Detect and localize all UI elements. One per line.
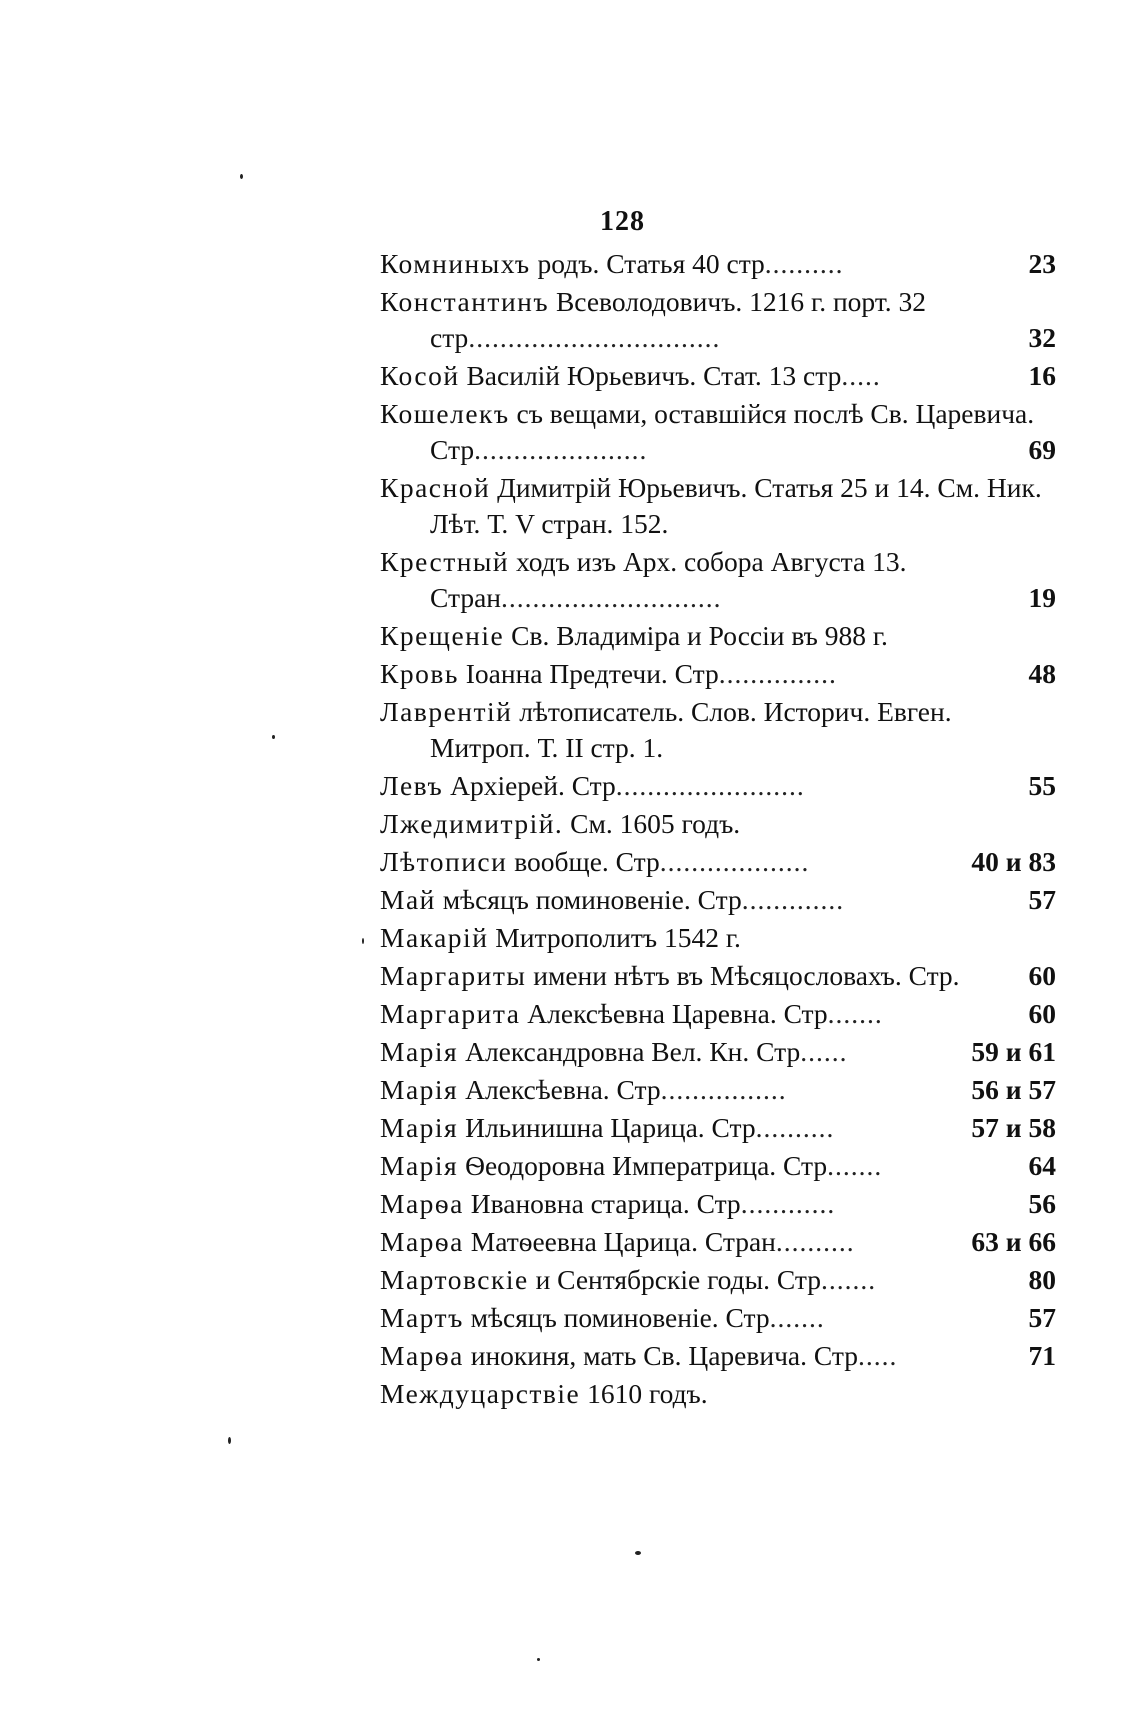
index-entry bbox=[380, 1110, 1056, 1146]
leader-dots: ....... bbox=[827, 1150, 883, 1181]
page-number: 128 bbox=[600, 206, 645, 237]
leader-dots: ....... bbox=[820, 1264, 877, 1295]
leader-dots: .......... bbox=[775, 1226, 855, 1257]
entry-page-ref: 19 bbox=[1028, 582, 1056, 613]
index-entry bbox=[380, 1186, 1056, 1222]
entry-text: Алексѣевна. Стр bbox=[458, 1074, 661, 1105]
entry-text: Митрополитъ 1542 г. bbox=[488, 922, 741, 953]
entry-page-ref: 48 bbox=[1028, 658, 1056, 689]
index-entry bbox=[380, 1338, 1056, 1374]
index-entry bbox=[380, 694, 1056, 766]
entry-text: Св. Владиміра и Россіи въ 988 г. bbox=[504, 620, 888, 651]
scan-speck bbox=[240, 174, 243, 179]
index-entry bbox=[380, 844, 1056, 880]
index-entry bbox=[380, 1034, 1056, 1070]
index-entry bbox=[380, 806, 1056, 842]
leader-dots: .......... bbox=[755, 1112, 835, 1143]
entry-headword: Марѳа bbox=[380, 1226, 464, 1257]
leader-dots: ....... bbox=[769, 1302, 825, 1333]
leader-dots: ................ bbox=[660, 1074, 787, 1105]
index-entry bbox=[380, 1224, 1056, 1260]
scan-speck bbox=[272, 735, 275, 739]
entry-headword: Макарій bbox=[380, 922, 489, 953]
index-entry bbox=[380, 618, 1056, 654]
leader-dots: .......... bbox=[764, 248, 844, 279]
entry-page-ref: 57 bbox=[1028, 884, 1056, 915]
entry-page-ref: 60 bbox=[1028, 998, 1056, 1029]
entry-text: Ѳеодоровна Императрица. Стр bbox=[458, 1150, 828, 1181]
leader-dots: ............ bbox=[740, 1188, 836, 1219]
entry-text: Ильинишна Царица. Стр bbox=[458, 1112, 756, 1143]
entry-text: Всеволодовичъ. 1216 г. порт. 32 стр bbox=[430, 286, 927, 353]
leader-dots: ............. bbox=[741, 884, 845, 915]
index-entry bbox=[380, 470, 1056, 542]
entry-page-ref: 57 и 58 bbox=[971, 1112, 1056, 1143]
index-entry bbox=[380, 1148, 1056, 1184]
entry-page-ref: 40 и 83 bbox=[971, 846, 1056, 877]
index-entry bbox=[380, 544, 1056, 616]
index-entry bbox=[380, 958, 1056, 994]
entry-text: 1610 годъ. bbox=[580, 1378, 708, 1409]
entry-page-ref: 59 и 61 bbox=[971, 1036, 1056, 1067]
entry-headword: Кошелекъ bbox=[380, 398, 510, 429]
entry-text: родъ. Статья 40 стр bbox=[530, 248, 765, 279]
entry-text: мѣсяцъ поминовеніе. Стр bbox=[463, 1302, 770, 1333]
leader-dots: ....... bbox=[827, 998, 883, 1029]
leader-dots: ............................ bbox=[501, 582, 722, 613]
entry-page-ref: 57 bbox=[1028, 1302, 1056, 1333]
entry-page-ref: 69 bbox=[1028, 434, 1056, 465]
entry-headword: Мартъ bbox=[380, 1302, 464, 1333]
entry-text: Алексѣевна Царевна. Стр bbox=[520, 998, 828, 1029]
leader-dots: ...... bbox=[800, 1036, 848, 1067]
entry-page-ref: 63 и 66 bbox=[971, 1226, 1056, 1257]
entry-page-ref: 60 bbox=[1028, 960, 1056, 991]
entry-text: Матѳеевна Царица. Стран bbox=[463, 1226, 776, 1257]
entry-text: съ вещами, оставшійся послѣ Св. Царевича. Стр bbox=[430, 398, 1035, 465]
entry-page-ref: 32 bbox=[1028, 322, 1056, 353]
entry-headword: Марія bbox=[380, 1150, 459, 1181]
entry-headword: Междуцарствіе bbox=[380, 1378, 581, 1409]
entry-headword: Маргариты bbox=[380, 960, 527, 991]
entry-text: и Сентябрскіе годы. Стр bbox=[528, 1264, 821, 1295]
entry-headword: Лаврентій bbox=[380, 696, 513, 727]
entry-headword: Константинъ bbox=[380, 286, 550, 317]
entry-page-ref: 56 и 57 bbox=[971, 1074, 1056, 1105]
index-entry bbox=[380, 768, 1056, 804]
entry-headword: Красной bbox=[380, 472, 491, 503]
entry-headword: Косой bbox=[380, 360, 460, 391]
entry-page-ref: 23 bbox=[1028, 248, 1056, 279]
leader-dots: ...................... bbox=[474, 434, 648, 465]
entry-text: Димитрій Юрьевичъ. Статья 25 и 14. См. Ник. Лѣт. Т. V стран. 152. bbox=[430, 472, 1042, 539]
leader-dots: ..... bbox=[857, 1340, 898, 1371]
index-entry bbox=[380, 246, 1056, 282]
entry-text: Архіерей. Стр bbox=[443, 770, 616, 801]
leader-dots: ................................ bbox=[468, 322, 721, 353]
index-entries bbox=[380, 246, 1056, 1414]
index-entry bbox=[380, 656, 1056, 692]
entry-text: Ивановна старица. Стр bbox=[463, 1188, 741, 1219]
scan-speck bbox=[537, 1658, 540, 1661]
entry-headword: Кровь bbox=[380, 658, 459, 689]
entry-text: инокиня, мать Св. Царевича. Стр bbox=[463, 1340, 858, 1371]
entry-headword: Крестный bbox=[380, 546, 510, 577]
index-entry bbox=[380, 1300, 1056, 1336]
entry-headword: Марія bbox=[380, 1112, 459, 1143]
index-entry bbox=[380, 396, 1056, 468]
entry-page-ref: 16 bbox=[1028, 360, 1056, 391]
index-entry bbox=[380, 1072, 1056, 1108]
entry-page-ref: 80 bbox=[1028, 1264, 1056, 1295]
entry-page-ref: 71 bbox=[1028, 1340, 1056, 1371]
entry-headword: Лжедимитрій. bbox=[380, 808, 564, 839]
entry-text: ходъ изъ Арх. собора Августа 13. Стран bbox=[430, 546, 907, 613]
index-entry bbox=[380, 284, 1056, 356]
entry-headword: Крещеніе bbox=[380, 620, 505, 651]
index-entry bbox=[380, 920, 1056, 956]
index-entry bbox=[380, 358, 1056, 394]
index-entry bbox=[380, 1262, 1056, 1298]
scan-speck bbox=[635, 1551, 641, 1555]
entry-text: вообще. Стр bbox=[507, 846, 660, 877]
entry-page-ref: 55 bbox=[1028, 770, 1056, 801]
index-entry bbox=[380, 996, 1056, 1032]
entry-headword: Марѳа bbox=[380, 1340, 464, 1371]
entry-text: Василій Юрьевичъ. Стат. 13 стр bbox=[459, 360, 842, 391]
entry-headword: Левъ bbox=[380, 770, 444, 801]
entry-headword: Марѳа bbox=[380, 1188, 464, 1219]
entry-text: имени нѣтъ въ Мѣсяцословахъ. Стр. bbox=[526, 960, 960, 991]
scan-speck bbox=[228, 1437, 231, 1444]
entry-text: См. 1605 годъ. bbox=[563, 808, 741, 839]
leader-dots: ........................ bbox=[615, 770, 805, 801]
entry-headword: Марія bbox=[380, 1074, 459, 1105]
entry-page-ref: 56 bbox=[1028, 1188, 1056, 1219]
entry-text: лѣтописатель. Слов. Историч. Евген. Митроп. Т. II стр. 1. bbox=[430, 696, 952, 763]
index-entry bbox=[380, 882, 1056, 918]
entry-headword: Маргарита bbox=[380, 998, 521, 1029]
entry-headword: Марія bbox=[380, 1036, 459, 1067]
entry-headword: Май bbox=[380, 884, 436, 915]
entry-headword: Комниныхъ bbox=[380, 248, 531, 279]
leader-dots: ................... bbox=[659, 846, 810, 877]
entry-text: мѣсяцъ поминовеніе. Стр bbox=[435, 884, 742, 915]
entry-page-ref: 64 bbox=[1028, 1150, 1056, 1181]
entry-text: Іоанна Предтечи. Стр bbox=[458, 658, 719, 689]
entry-headword: Лѣтописи bbox=[380, 846, 508, 877]
leader-dots: ..... bbox=[841, 360, 881, 391]
entry-headword: Мартовскіе bbox=[380, 1264, 529, 1295]
leader-dots: ............... bbox=[718, 658, 837, 689]
index-entry bbox=[380, 1376, 1056, 1412]
entry-text: Александровна Вел. Кн. Стр bbox=[458, 1036, 801, 1067]
scan-speck bbox=[362, 938, 364, 944]
